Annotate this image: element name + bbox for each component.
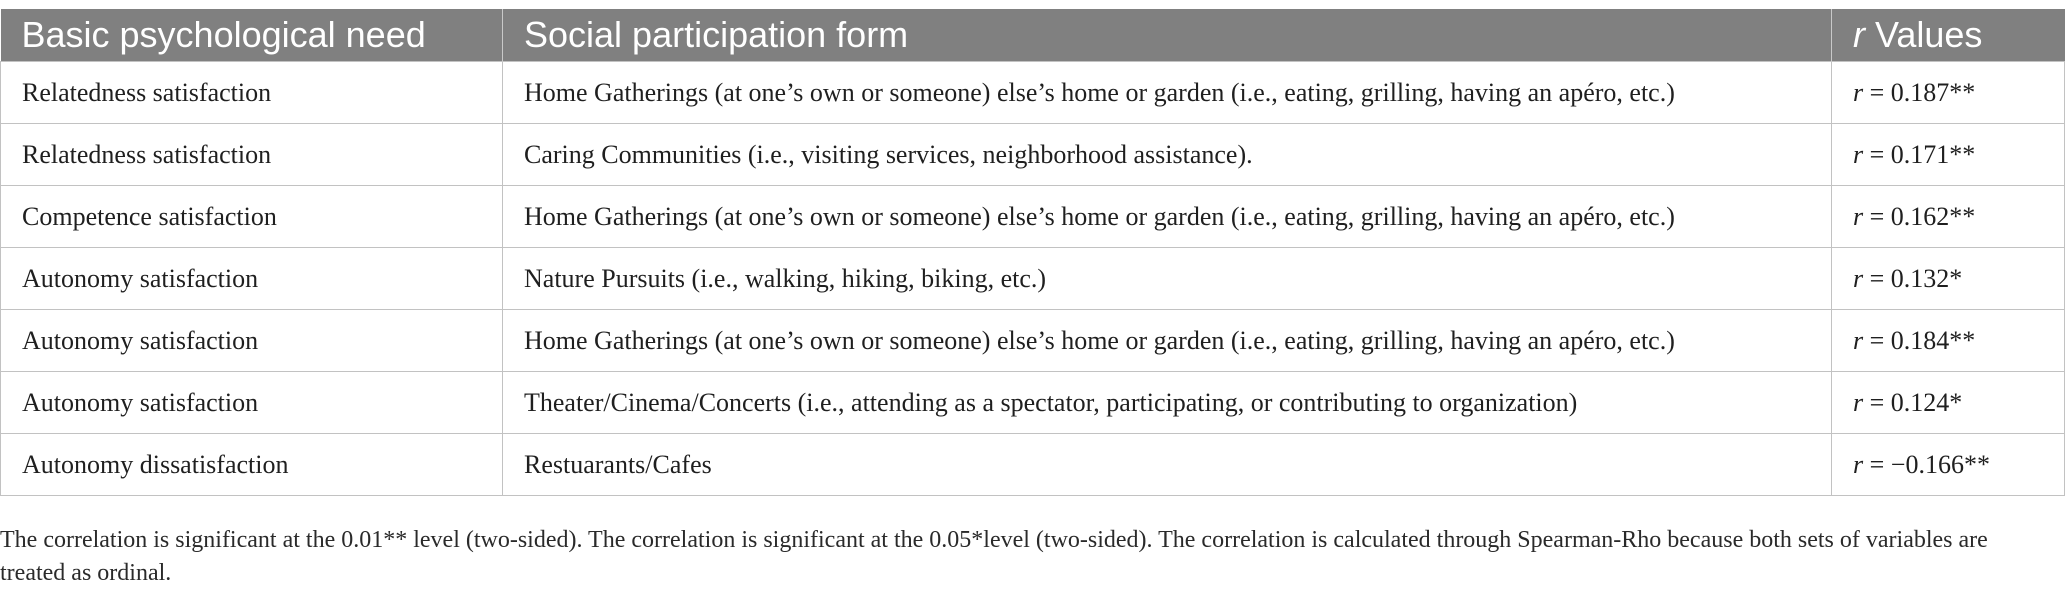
r-number: = −0.166** bbox=[1863, 449, 1990, 479]
table-body bbox=[1, 62, 2065, 496]
r-symbol: r bbox=[1853, 449, 1864, 479]
cell-r-value bbox=[1832, 62, 2065, 124]
header-social-participation-form: Social participation form bbox=[503, 9, 1832, 62]
cell-need: Autonomy satisfaction bbox=[1, 372, 503, 434]
r-number: = 0.162** bbox=[1863, 201, 1976, 231]
r-symbol: r bbox=[1853, 139, 1864, 169]
cell-need: Relatedness satisfaction bbox=[1, 62, 503, 124]
r-number: = 0.171** bbox=[1863, 139, 1976, 169]
table-footnote: The correlation is significant at the 0.01** level (two-sided). The correlation is significant at the 0.05*level (two-sided). The correlation is calculated through Spearman-Rho because both sets of variables are treated as ordinal. bbox=[0, 527, 1988, 586]
table-row bbox=[1, 124, 2065, 186]
correlation-table bbox=[0, 9, 2065, 496]
r-number: = 0.124* bbox=[1863, 387, 1963, 417]
header-r-values bbox=[1832, 9, 2065, 62]
cell-need: Relatedness satisfaction bbox=[1, 124, 503, 186]
cell-form: Theater/Cinema/Concerts (i.e., attending as a spectator, participating, or contributing to organization) bbox=[503, 372, 1832, 434]
cell-r-value bbox=[1832, 310, 2065, 372]
r-symbol: r bbox=[1853, 77, 1864, 107]
table-row bbox=[1, 62, 2065, 124]
header-basic-psychological-need: Basic psychological need bbox=[1, 9, 503, 62]
header-r-symbol: r bbox=[1853, 14, 1865, 55]
cell-form: Nature Pursuits (i.e., walking, hiking, biking, etc.) bbox=[503, 248, 1832, 310]
cell-need: Competence satisfaction bbox=[1, 186, 503, 248]
r-symbol: r bbox=[1853, 387, 1864, 417]
r-number: = 0.187** bbox=[1863, 77, 1976, 107]
header-row bbox=[1, 9, 2065, 62]
cell-need: Autonomy satisfaction bbox=[1, 248, 503, 310]
cell-r-value bbox=[1832, 434, 2065, 496]
r-number: = 0.184** bbox=[1863, 325, 1976, 355]
table-row bbox=[1, 372, 2065, 434]
cell-form: Home Gatherings (at one’s own or someone) else’s home or garden (i.e., eating, grilling, having an apéro, etc.) bbox=[503, 62, 1832, 124]
header-r-label: Values bbox=[1865, 14, 1983, 55]
table-row bbox=[1, 186, 2065, 248]
table-header bbox=[1, 9, 2065, 62]
cell-form: Home Gatherings (at one’s own or someone) else’s home or garden (i.e., eating, grilling, having an apéro, etc.) bbox=[503, 310, 1832, 372]
table-row bbox=[1, 248, 2065, 310]
cell-form: Home Gatherings (at one’s own or someone) else’s home or garden (i.e., eating, grilling, having an apéro, etc.) bbox=[503, 186, 1832, 248]
cell-need: Autonomy dissatisfaction bbox=[1, 434, 503, 496]
r-symbol: r bbox=[1853, 201, 1864, 231]
cell-r-value bbox=[1832, 372, 2065, 434]
cell-need: Autonomy satisfaction bbox=[1, 310, 503, 372]
cell-r-value bbox=[1832, 248, 2065, 310]
cell-r-value bbox=[1832, 186, 2065, 248]
table-row bbox=[1, 434, 2065, 496]
table-row bbox=[1, 310, 2065, 372]
r-symbol: r bbox=[1853, 263, 1864, 293]
r-number: = 0.132* bbox=[1863, 263, 1963, 293]
cell-form: Caring Communities (i.e., visiting services, neighborhood assistance). bbox=[503, 124, 1832, 186]
cell-form: Restuarants/Cafes bbox=[503, 434, 1832, 496]
correlation-table-container bbox=[0, 9, 2065, 496]
cell-r-value bbox=[1832, 124, 2065, 186]
r-symbol: r bbox=[1853, 325, 1864, 355]
